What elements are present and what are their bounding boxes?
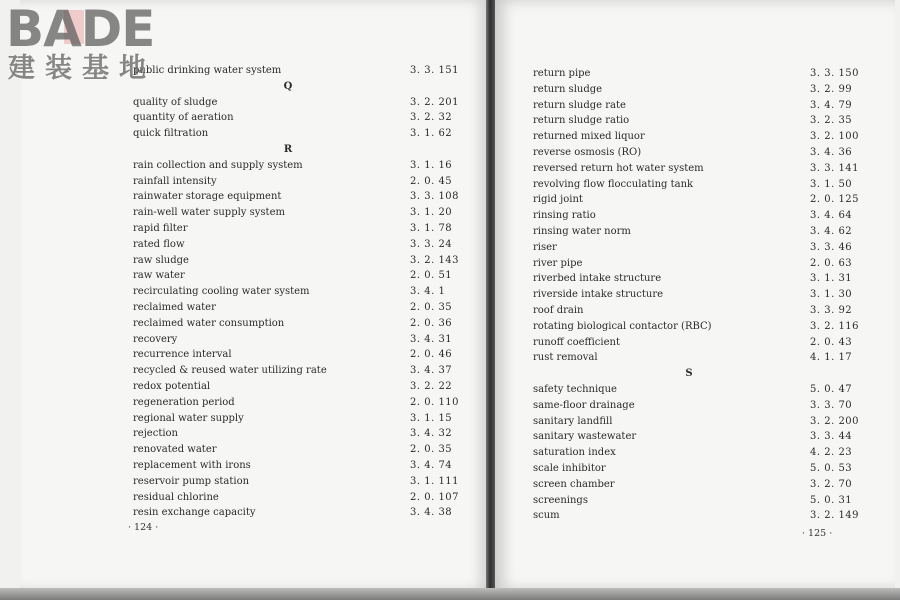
index-term: resin exchange capacity (133, 507, 256, 519)
index-entry (133, 332, 463, 348)
left-page-number: · 124 · (128, 522, 159, 533)
index-clause-number: 3. 4. 74 (410, 459, 453, 471)
index-term: sanitary wastewater (533, 431, 637, 443)
index-entry (533, 66, 860, 82)
index-term: rejection (133, 428, 178, 440)
index-term: rigid joint (533, 194, 583, 206)
index-clause-number: 3. 2. 143 (410, 254, 460, 266)
index-entry (533, 271, 853, 287)
index-clause-number: 3. 4. 37 (410, 365, 453, 377)
index-entry (533, 335, 853, 351)
index-entry (533, 477, 853, 493)
index-term: raw water (133, 270, 185, 282)
index-clause-number: 2. 0. 45 (410, 175, 453, 187)
index-entry (133, 284, 463, 300)
index-clause-number: 2. 0. 51 (410, 270, 453, 282)
index-entry (133, 126, 463, 142)
index-term: revolving flow flocculating tank (533, 178, 694, 190)
index-section-heading (133, 142, 463, 158)
index-clause-number: 3. 3. 150 (810, 68, 860, 79)
index-term: rated flow (133, 238, 185, 250)
index-entry (133, 205, 463, 221)
right-index-list (533, 66, 860, 524)
index-term: regeneration period (133, 396, 235, 408)
index-entry (133, 363, 463, 379)
index-clause-number: 3. 1. 31 (810, 273, 853, 285)
index-term: reservoir pump station (133, 475, 250, 487)
index-section-heading (533, 366, 853, 382)
index-entry (133, 316, 463, 332)
index-clause-number: 2. 0. 110 (410, 396, 460, 408)
index-clause-number: 3. 4. 64 (810, 210, 853, 222)
index-entry (533, 493, 853, 509)
index-term: reclaimed water consumption (133, 317, 285, 329)
index-clause-number: 2. 0. 46 (410, 349, 453, 361)
index-term: return sludge rate (533, 99, 626, 111)
index-clause-number: 3. 4. 62 (810, 225, 853, 237)
index-term: quantity of aeration (133, 112, 234, 124)
index-term: replacement with irons (133, 459, 251, 471)
index-clause-number: 3. 3. 70 (810, 399, 853, 411)
index-entry (133, 411, 463, 427)
index-clause-number: 3. 2. 100 (810, 131, 860, 143)
index-clause-number: 3. 1. 111 (410, 475, 460, 487)
index-term: saturation index (533, 447, 616, 459)
index-entry (133, 237, 463, 253)
index-term: rainfall intensity (133, 175, 217, 187)
index-term: rain-well water supply system (133, 207, 285, 219)
index-entry (533, 382, 853, 398)
index-clause-number: 3. 3. 24 (410, 238, 453, 250)
index-term: screenings (533, 494, 588, 506)
index-entry (133, 221, 463, 237)
index-term: redox potential (133, 380, 211, 392)
index-term: raw sludge (133, 254, 189, 266)
index-clause-number: 3. 2. 99 (810, 83, 853, 95)
index-entry (533, 508, 860, 524)
index-clause-number: 3. 4. 36 (810, 146, 853, 158)
index-term: scale inhibitor (533, 462, 606, 474)
index-term: regional water supply (133, 412, 244, 424)
index-entry (533, 98, 853, 114)
index-entry (133, 189, 463, 205)
index-term: return sludge (533, 83, 603, 95)
section-letter: R (283, 143, 293, 155)
section-letter: Q (283, 80, 293, 92)
book-gutter (486, 0, 495, 600)
index-clause-number: 3. 2. 200 (810, 415, 860, 427)
index-entry (533, 461, 853, 477)
index-entry (533, 161, 860, 177)
index-entry (133, 158, 463, 174)
index-clause-number: 3. 1. 50 (810, 178, 853, 190)
index-clause-number: 3. 2. 32 (410, 112, 453, 124)
index-term: river pipe (533, 257, 583, 269)
index-entry (133, 379, 463, 395)
index-term: recovery (133, 333, 178, 345)
index-entry (133, 490, 463, 506)
index-entry (533, 145, 853, 161)
index-clause-number: 2. 0. 35 (410, 301, 453, 313)
index-clause-number: 3. 2. 149 (810, 510, 860, 522)
index-entry (133, 505, 463, 521)
index-term: renovated water (133, 444, 217, 456)
index-entry (133, 300, 463, 316)
index-entry (133, 395, 463, 411)
index-entry (133, 95, 463, 111)
index-term: reversed return hot water system (533, 162, 704, 174)
index-entry (533, 256, 853, 272)
index-clause-number: 3. 1. 78 (410, 222, 453, 234)
index-entry (533, 177, 853, 193)
index-term: quality of sludge (133, 96, 218, 108)
index-clause-number: 3. 1. 15 (410, 412, 453, 424)
index-clause-number: 3. 2. 22 (410, 380, 453, 392)
index-entry (133, 63, 463, 79)
index-term: rinsing ratio (533, 210, 596, 222)
index-entry (533, 240, 853, 256)
index-term: rainwater storage equipment (133, 191, 282, 203)
index-term: recurrence interval (133, 349, 232, 361)
index-term: riverside intake structure (533, 289, 664, 301)
index-clause-number: 5. 0. 31 (810, 494, 853, 506)
index-clause-number: 2. 0. 43 (810, 336, 853, 348)
watermark-cjk-text: 建装基地 (8, 53, 156, 84)
index-term: public drinking water system (133, 65, 282, 76)
index-clause-number: 2. 0. 36 (410, 317, 453, 329)
index-clause-number: 3. 3. 108 (410, 191, 460, 203)
index-clause-number: 3. 1. 62 (410, 128, 453, 140)
index-clause-number: 2. 0. 125 (810, 194, 860, 206)
index-term: return sludge ratio (533, 115, 630, 127)
index-term: screen chamber (533, 478, 615, 490)
index-entry (133, 268, 463, 284)
index-term: runoff coefficient (533, 336, 620, 348)
index-entry (133, 110, 463, 126)
index-entry (533, 319, 860, 335)
index-entry (133, 253, 463, 269)
index-term: rain collection and supply system (133, 159, 303, 171)
right-page-number: · 125 · (802, 528, 833, 539)
index-entry (533, 414, 860, 430)
index-entry (533, 82, 853, 98)
index-clause-number: 3. 3. 92 (810, 304, 853, 316)
index-term: rust removal (533, 352, 598, 364)
index-clause-number: 4. 1. 17 (810, 352, 853, 364)
index-term: quick filtration (133, 128, 209, 140)
index-clause-number: 3. 2. 35 (810, 115, 853, 127)
index-term: rapid filter (133, 222, 188, 234)
index-entry (133, 347, 463, 363)
index-clause-number: 3. 3. 46 (810, 241, 853, 253)
index-term: residual chlorine (133, 491, 219, 503)
index-clause-number: 3. 4. 79 (810, 99, 853, 111)
index-entry (133, 426, 463, 442)
index-clause-number: 3. 2. 116 (810, 320, 860, 332)
index-clause-number: 3. 3. 44 (810, 431, 853, 443)
index-term: sanitary landfill (533, 415, 613, 427)
index-clause-number: 3. 1. 16 (410, 159, 453, 171)
index-term: returned mixed liquor (533, 131, 645, 143)
index-clause-number: 3. 2. 70 (810, 478, 853, 490)
index-entry (533, 445, 853, 461)
page-edge-shadow (0, 588, 900, 600)
index-clause-number: 3. 3. 141 (810, 162, 860, 174)
index-term: rotating biological contactor (RBC) (533, 320, 712, 332)
index-entry (533, 192, 860, 208)
index-clause-number: 3. 4. 38 (410, 507, 453, 519)
index-term: return pipe (533, 68, 591, 79)
index-term: safety technique (533, 383, 617, 395)
index-clause-number: 2. 0. 63 (810, 257, 853, 269)
index-entry (133, 174, 463, 190)
index-entry (133, 458, 463, 474)
index-clause-number: 3. 1. 20 (410, 207, 453, 219)
index-clause-number: 3. 2. 201 (410, 96, 460, 108)
index-term: riverbed intake structure (533, 273, 662, 285)
bade-watermark-logo (6, 0, 174, 86)
index-clause-number: 4. 2. 23 (810, 447, 853, 459)
section-letter: S (685, 368, 693, 380)
index-clause-number: 3. 4. 31 (410, 333, 453, 345)
index-clause-number: 3. 1. 30 (810, 289, 853, 301)
index-clause-number: 5. 0. 53 (810, 462, 853, 474)
index-entry (533, 398, 853, 414)
index-entry (133, 442, 463, 458)
index-clause-number: 3. 3. 151 (410, 65, 460, 76)
index-clause-number: 2. 0. 107 (410, 491, 460, 503)
index-entry (533, 429, 853, 445)
index-entry (533, 350, 853, 366)
index-entry (133, 474, 463, 490)
index-clause-number: 5. 0. 47 (810, 383, 853, 395)
index-entry (533, 287, 853, 303)
index-term: scum (533, 510, 560, 522)
index-term: reclaimed water (133, 301, 216, 313)
index-clause-number: 3. 4. 1 (410, 286, 446, 298)
index-term: same-floor drainage (533, 399, 635, 411)
index-term: reverse osmosis (RO) (533, 146, 642, 158)
index-entry (533, 208, 853, 224)
index-term: roof drain (533, 304, 584, 316)
index-term: recycled & reused water utilizing rate (133, 365, 327, 377)
index-section-heading (133, 79, 463, 95)
left-index-list (133, 63, 463, 521)
watermark-latin-text: BADE (6, 0, 155, 58)
index-clause-number: 2. 0. 35 (410, 444, 453, 456)
index-term: rinsing water norm (533, 225, 631, 237)
index-entry (533, 129, 860, 145)
index-entry (533, 303, 853, 319)
index-term: riser (533, 241, 557, 253)
index-entry (533, 224, 853, 240)
index-clause-number: 3. 4. 32 (410, 428, 453, 440)
index-term: recirculating cooling water system (133, 286, 310, 298)
index-entry (533, 113, 853, 129)
